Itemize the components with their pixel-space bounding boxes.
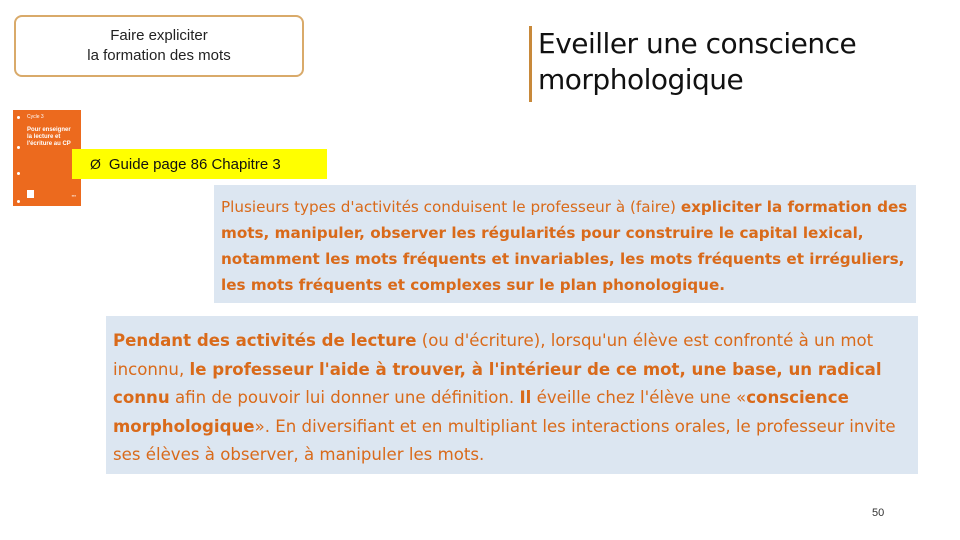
quote2-bold-4: conscience morphologique: [113, 388, 849, 436]
quote2-text-4: ». En diversifiant et en multipliant les interactions orales, le professeur invite ses élèves à observer, à manipuler les mots.: [113, 416, 896, 464]
quote2-bold-1: Pendant des activités de lecture: [113, 331, 417, 350]
cover-top-text: Cycle 3: [27, 114, 44, 120]
arrow-bullet-icon: Ø: [90, 156, 101, 172]
cover-title: Pour enseigner la lecture et l'écriture au CP: [27, 127, 71, 147]
quote1-bold: expliciter la formation des mots, manipuler, observer les régularités pour construire le capital lexical, notamment les mots fréquents et invariables, les mots fréquents et irréguliers, les mots fréquents et complexes sur le plan phonologique.: [221, 198, 908, 294]
callout-line-2: la formation des mots: [87, 47, 231, 64]
guide-reference-banner: [72, 149, 327, 179]
cover-dot: [17, 172, 20, 175]
cover-logo-icon: [27, 190, 34, 198]
title-line-2: morphologique: [538, 63, 744, 96]
guide-cover-thumbnail: [13, 110, 81, 206]
cover-footer-mark: ▪▪▪: [71, 193, 76, 198]
guide-reference-text: Guide page 86 Chapitre 3: [108, 155, 281, 173]
page-title: [538, 26, 856, 98]
quote2-bold-2: le professeur l'aide à trouver, à l'intérieur de ce mot, une base, un radical connu: [113, 359, 882, 407]
title-accent-bar: [529, 26, 532, 102]
callout-line-1: Faire expliciter: [110, 27, 208, 44]
cover-dot: [17, 200, 20, 203]
quote2-text-1: (ou d'écriture), lorsqu'un élève est confronté à un mot inconnu,: [113, 331, 874, 379]
quote2-text-3: éveille chez l'élève une «: [531, 388, 747, 407]
callout-box: [14, 15, 304, 77]
quote1-text: Plusieurs types d'activités conduisent le professeur à (faire): [221, 198, 681, 216]
quote-box-2: [106, 316, 918, 474]
cover-dot: [17, 116, 20, 119]
quote2-text-2: afin de pouvoir lui donner une définition.: [169, 388, 520, 407]
title-line-1: Eveiller une conscience: [538, 27, 857, 60]
quote2-bold-3: Il: [519, 388, 532, 407]
quote-box-1: [214, 185, 916, 303]
page-number: 50: [872, 507, 885, 519]
cover-dot: [17, 146, 20, 149]
